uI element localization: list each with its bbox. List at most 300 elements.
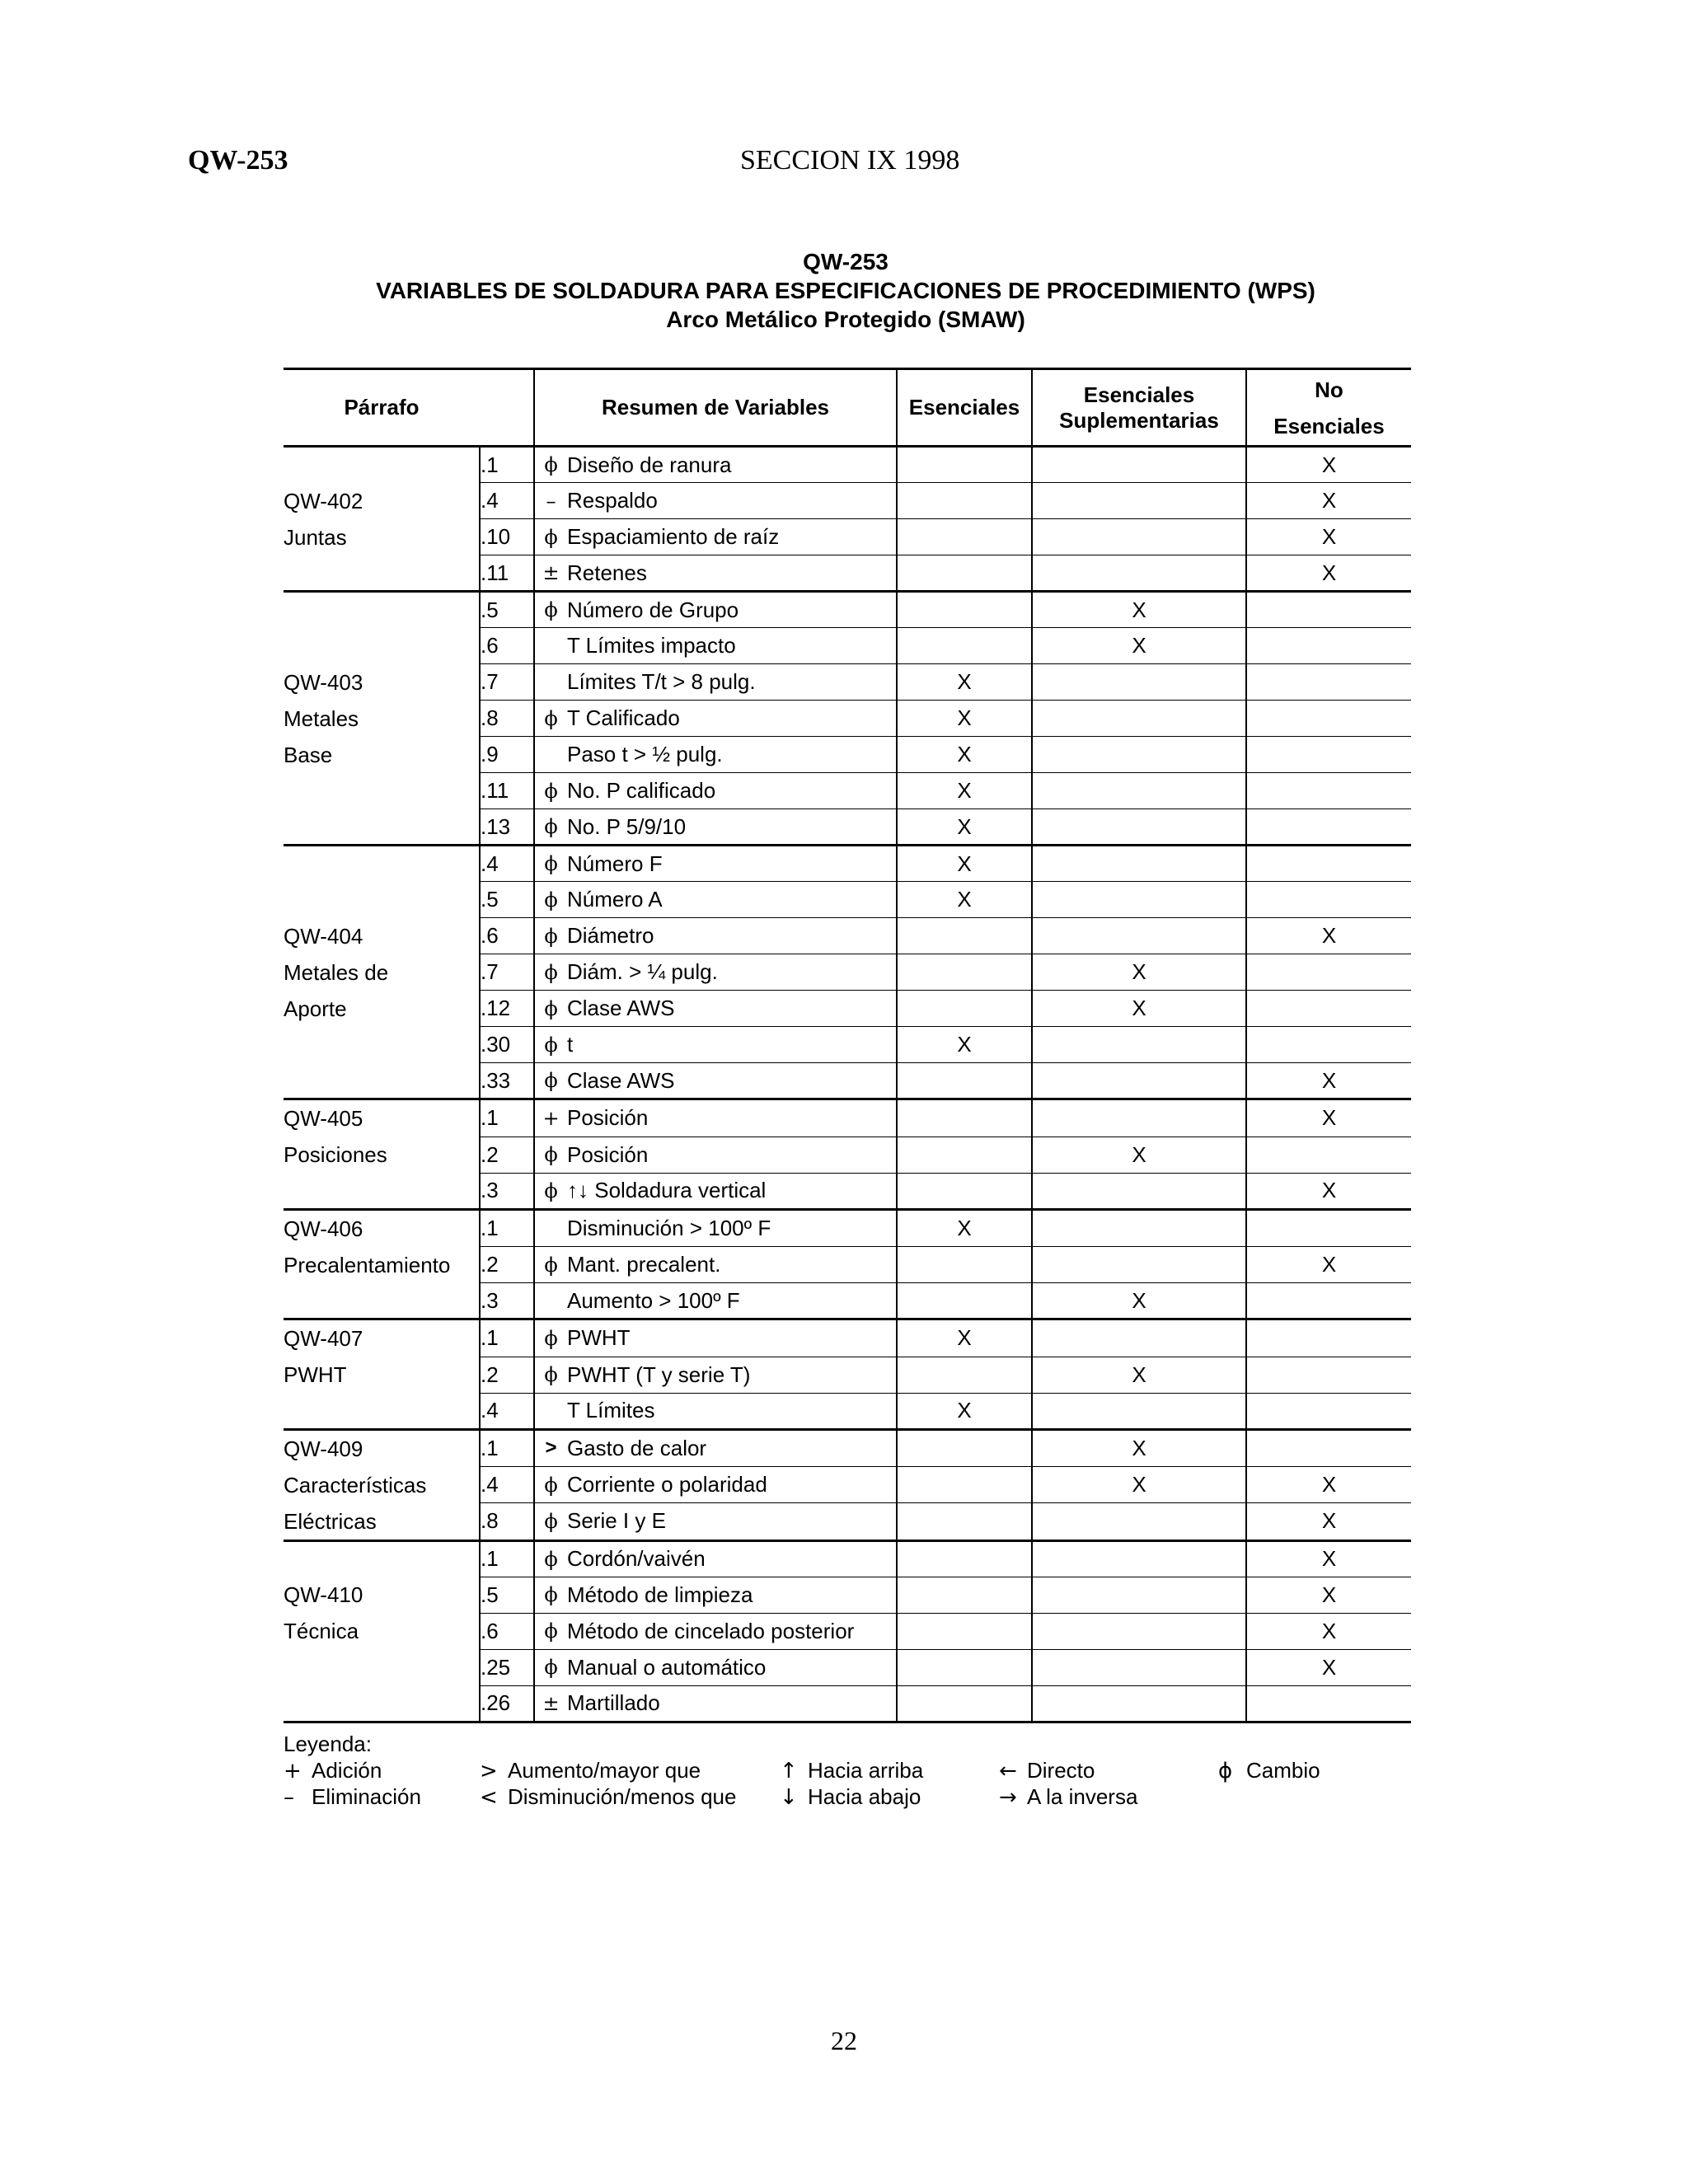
suplementarias-cell (1032, 1503, 1246, 1541)
no-esenciales-cell (1246, 1209, 1411, 1247)
legend-item (480, 1757, 701, 1784)
page-header (188, 145, 1507, 186)
suplementarias-cell (1032, 1099, 1246, 1137)
variable-cell: Posición (567, 1137, 897, 1173)
variable-cell: Respaldo (567, 483, 897, 519)
esenciales-cell (897, 447, 1032, 483)
table-row (284, 1540, 1411, 1577)
paragraph-cell: Base (284, 742, 333, 767)
esenciales-cell (897, 1467, 1032, 1503)
legend-text: Directo (1027, 1758, 1095, 1783)
paragraph-cell: Técnica (284, 1619, 359, 1643)
paragraph-cell (284, 1685, 480, 1722)
symbol-cell (534, 664, 567, 701)
no-esenciales-cell (1246, 954, 1411, 991)
table-row (284, 1099, 1411, 1137)
paragraph-cell: PWHT (284, 1362, 347, 1387)
paragraph-cell (284, 1173, 480, 1209)
variable-cell: Aumento > 100º F (567, 1283, 897, 1319)
suplementarias-cell: X (1032, 954, 1246, 991)
no-esenciales-cell (1246, 1283, 1411, 1319)
symbol-cell: ϕ (534, 1503, 567, 1541)
symbol-cell: ϕ (534, 1540, 567, 1577)
variable-cell: PWHT (T y serie T) (567, 1357, 897, 1393)
table-subtitle: Arco Metálico Protegido (SMAW) (666, 307, 1025, 332)
no-esenciales-cell (1246, 1685, 1411, 1722)
table-row (284, 1393, 1411, 1429)
number-cell: .30 (480, 1027, 534, 1063)
header-suplementarias (1032, 369, 1246, 447)
paragraph-cell (284, 882, 480, 918)
suplementarias-cell (1032, 1540, 1246, 1577)
header-code: QW-253 (188, 145, 288, 176)
paragraph-cell (284, 773, 480, 809)
esenciales-cell: X (897, 1027, 1032, 1063)
suplementarias-cell: X (1032, 592, 1246, 628)
symbol-cell: ϕ (534, 519, 567, 555)
symbol-cell (534, 628, 567, 664)
table-row (284, 483, 1411, 519)
symbol-cell: ϕ (534, 1173, 567, 1209)
variable-cell: Martillado (567, 1685, 897, 1722)
symbol-cell: ϕ (534, 1319, 567, 1357)
variable-cell: Diámetro (567, 918, 897, 954)
legend-item (284, 1783, 421, 1811)
no-esenciales-cell: X (1246, 1173, 1411, 1209)
legend-text: Eliminación (312, 1784, 421, 1809)
esenciales-cell: X (897, 846, 1032, 882)
table-row (284, 1577, 1411, 1613)
symbol-cell: ± (534, 1685, 567, 1722)
esenciales-cell (897, 555, 1032, 592)
header-suplementarias-line2: Suplementarias (1059, 407, 1219, 433)
table-row (284, 447, 1411, 483)
symbol-cell: ϕ (534, 1613, 567, 1649)
variable-cell: No. P 5/9/10 (567, 809, 897, 846)
table-row (284, 1137, 1411, 1173)
symbol-cell: ϕ (534, 918, 567, 954)
variable-cell: Disminución > 100º F (567, 1209, 897, 1247)
suplementarias-cell: X (1032, 628, 1246, 664)
suplementarias-cell (1032, 555, 1246, 592)
symbol-cell: ϕ (534, 447, 567, 483)
no-esenciales-cell: X (1246, 1503, 1411, 1541)
variable-cell: T Calificado (567, 701, 897, 737)
header-suplementarias-line1: Esenciales (1083, 382, 1195, 407)
number-cell: .7 (480, 954, 534, 991)
variable-cell: Clase AWS (567, 991, 897, 1027)
legend-symbol: → (999, 1785, 1017, 1810)
esenciales-cell (897, 918, 1032, 954)
suplementarias-cell: X (1032, 1467, 1246, 1503)
table-row (284, 1319, 1411, 1357)
table-row (284, 918, 1411, 954)
no-esenciales-cell (1246, 1319, 1411, 1357)
no-esenciales-cell (1246, 991, 1411, 1027)
table-row (284, 809, 1411, 846)
suplementarias-cell (1032, 1063, 1246, 1099)
paragraph-cell (284, 1027, 480, 1063)
suplementarias-cell (1032, 664, 1246, 701)
table-row (284, 1685, 1411, 1722)
table-row (284, 1027, 1411, 1063)
number-cell: .11 (480, 555, 534, 592)
suplementarias-cell (1032, 1319, 1246, 1357)
header-esenciales: Esenciales (897, 369, 1032, 447)
paragraph-cell (284, 1283, 480, 1319)
no-esenciales-cell (1246, 773, 1411, 809)
legend-item (999, 1783, 1137, 1811)
symbol-cell: ϕ (534, 1577, 567, 1613)
no-esenciales-cell (1246, 1137, 1411, 1173)
paragraph-cell (284, 592, 480, 628)
paragraph-cell: Características (284, 1472, 427, 1497)
symbol-cell: – (534, 483, 567, 519)
number-cell: .26 (480, 1685, 534, 1722)
table-row (284, 701, 1411, 737)
esenciales-cell (897, 991, 1032, 1027)
variable-cell: Mant. precalent. (567, 1247, 897, 1283)
suplementarias-cell: X (1032, 991, 1246, 1027)
table-row (284, 1467, 1411, 1503)
suplementarias-cell (1032, 1649, 1246, 1685)
paragraph-cell: Eléctricas (284, 1508, 377, 1534)
suplementarias-cell: X (1032, 1137, 1246, 1173)
legend-item (780, 1757, 923, 1784)
number-cell: .5 (480, 882, 534, 918)
legend-text: Aumento/mayor que (508, 1758, 701, 1783)
suplementarias-cell (1032, 882, 1246, 918)
esenciales-cell: X (897, 1209, 1032, 1247)
header-no-esenciales-line1: No (1315, 377, 1343, 402)
variable-cell: Posición (567, 1099, 897, 1137)
paragraph-cell (284, 1649, 480, 1685)
number-cell: .9 (480, 737, 534, 773)
paragraph-cell: QW-402 (284, 488, 363, 513)
no-esenciales-cell (1246, 592, 1411, 628)
number-cell: .3 (480, 1283, 534, 1319)
suplementarias-cell (1032, 1247, 1246, 1283)
number-cell: .1 (480, 1429, 534, 1467)
paragraph-cell (284, 809, 480, 846)
variable-cell: Gasto de calor (567, 1429, 897, 1467)
paragraph-cell: Metales (284, 705, 359, 731)
esenciales-cell: X (897, 1393, 1032, 1429)
no-esenciales-cell: X (1246, 1577, 1411, 1613)
page-number: 22 (831, 2026, 857, 2055)
variable-cell: ↑↓ Soldadura vertical (567, 1173, 897, 1209)
symbol-cell: ϕ (534, 809, 567, 846)
esenciales-cell (897, 1613, 1032, 1649)
variable-cell: Diseño de ranura (567, 447, 897, 483)
symbol-cell: ϕ (534, 773, 567, 809)
suplementarias-cell (1032, 483, 1246, 519)
no-esenciales-cell: X (1246, 1247, 1411, 1283)
esenciales-cell (897, 592, 1032, 628)
paragraph-cell: Metales de (284, 959, 389, 985)
table-row (284, 882, 1411, 918)
esenciales-cell (897, 1357, 1032, 1393)
esenciales-cell: X (897, 664, 1032, 701)
number-cell: .4 (480, 483, 534, 519)
symbol-cell (534, 1209, 567, 1247)
esenciales-cell (897, 1577, 1032, 1613)
variable-cell: Espaciamiento de raíz (567, 519, 897, 555)
variable-cell: Método de limpieza (567, 1577, 897, 1613)
no-esenciales-cell: X (1246, 519, 1411, 555)
symbol-cell (534, 1283, 567, 1319)
suplementarias-cell (1032, 1685, 1246, 1722)
legend-text: Hacia arriba (808, 1758, 924, 1783)
suplementarias-cell (1032, 809, 1246, 846)
number-cell: .4 (480, 1467, 534, 1503)
number-cell: .5 (480, 592, 534, 628)
no-esenciales-cell: X (1246, 1540, 1411, 1577)
header-no-esenciales (1246, 369, 1411, 447)
number-cell: .4 (480, 846, 534, 882)
paragraph-cell: Precalentamiento (284, 1252, 451, 1277)
variable-cell: Clase AWS (567, 1063, 897, 1099)
table-row (284, 519, 1411, 555)
number-cell: .1 (480, 1209, 534, 1247)
header-resumen: Resumen de Variables (534, 369, 897, 447)
suplementarias-cell (1032, 918, 1246, 954)
symbol-cell (534, 737, 567, 773)
table-row (284, 555, 1411, 592)
esenciales-cell (897, 1685, 1032, 1722)
no-esenciales-cell (1246, 1357, 1411, 1393)
variable-cell: Serie I y E (567, 1503, 897, 1541)
number-cell: .2 (480, 1357, 534, 1393)
no-esenciales-cell (1246, 1429, 1411, 1467)
table-title-block (280, 247, 1411, 334)
number-cell: .8 (480, 1503, 534, 1541)
no-esenciales-cell: X (1246, 1467, 1411, 1503)
esenciales-cell (897, 1137, 1032, 1173)
paragraph-cell (284, 555, 480, 592)
paragraph-cell (284, 1540, 480, 1577)
no-esenciales-cell (1246, 882, 1411, 918)
suplementarias-cell (1032, 1613, 1246, 1649)
number-cell: .25 (480, 1649, 534, 1685)
number-cell: .33 (480, 1063, 534, 1099)
variable-cell: Número F (567, 846, 897, 882)
paragraph-cell (284, 846, 480, 882)
symbol-cell (534, 1393, 567, 1429)
no-esenciales-cell: X (1246, 1613, 1411, 1649)
no-esenciales-cell: X (1246, 1063, 1411, 1099)
table-title: VARIABLES DE SOLDADURA PARA ESPECIFICACIONES DE PROCEDIMIENTO (WPS) (376, 278, 1315, 303)
number-cell: .2 (480, 1137, 534, 1173)
esenciales-cell (897, 954, 1032, 991)
variables-table (284, 368, 1411, 1723)
suplementarias-cell: X (1032, 1357, 1246, 1393)
suplementarias-cell (1032, 447, 1246, 483)
legend-item (1218, 1757, 1320, 1784)
variable-cell: No. P calificado (567, 773, 897, 809)
number-cell: .11 (480, 773, 534, 809)
esenciales-cell (897, 1099, 1032, 1137)
number-cell: .6 (480, 628, 534, 664)
number-cell: .10 (480, 519, 534, 555)
table-row (284, 1357, 1411, 1393)
number-cell: .8 (480, 701, 534, 737)
legend-symbol: ← (999, 1759, 1017, 1783)
esenciales-cell (897, 1173, 1032, 1209)
variable-cell: Corriente o polaridad (567, 1467, 897, 1503)
paragraph-cell: QW-405 (284, 1099, 480, 1137)
no-esenciales-cell: X (1246, 1649, 1411, 1685)
legend-symbol: > (480, 1759, 498, 1783)
symbol-cell: ϕ (534, 1063, 567, 1099)
suplementarias-cell (1032, 1173, 1246, 1209)
legend-symbol: < (480, 1785, 498, 1810)
legend-text: Disminución/menos que (508, 1784, 737, 1809)
table-row (284, 991, 1411, 1027)
header-parrafo: Párrafo (284, 369, 480, 447)
legend-symbol: ↓ (780, 1785, 798, 1810)
paragraph-cell: Posiciones (284, 1142, 387, 1167)
esenciales-cell (897, 1649, 1032, 1685)
no-esenciales-cell (1246, 701, 1411, 737)
symbol-cell: ϕ (534, 954, 567, 991)
esenciales-cell (897, 1247, 1032, 1283)
esenciales-cell (897, 628, 1032, 664)
legend-row (284, 1783, 1437, 1810)
variable-cell: Diám. > ¼ pulg. (567, 954, 897, 991)
legend-text: Hacia abajo (808, 1784, 921, 1809)
no-esenciales-cell (1246, 737, 1411, 773)
variable-cell: T Límites impacto (567, 628, 897, 664)
legend-symbol: ↑ (780, 1759, 798, 1783)
header-no-esenciales-line2: Esenciales (1273, 413, 1385, 438)
variable-cell: PWHT (567, 1319, 897, 1357)
number-cell: .1 (480, 1319, 534, 1357)
table-row (284, 1649, 1411, 1685)
number-cell: .12 (480, 991, 534, 1027)
number-cell: .3 (480, 1173, 534, 1209)
suplementarias-cell: X (1032, 1283, 1246, 1319)
legend-text: Adición (312, 1758, 382, 1783)
table-row (284, 664, 1411, 701)
no-esenciales-cell: X (1246, 483, 1411, 519)
paragraph-cell: QW-406 (284, 1209, 480, 1247)
table-header-row (284, 369, 1411, 447)
symbol-cell: ϕ (534, 1027, 567, 1063)
no-esenciales-cell (1246, 664, 1411, 701)
esenciales-cell (897, 1429, 1032, 1467)
symbol-cell: ϕ (534, 1357, 567, 1393)
no-esenciales-cell (1246, 1027, 1411, 1063)
legend-text: Cambio (1246, 1758, 1320, 1783)
table-row (284, 628, 1411, 664)
table-row (284, 1247, 1411, 1283)
no-esenciales-cell: X (1246, 555, 1411, 592)
table-row (284, 1283, 1411, 1319)
legend-item (284, 1757, 382, 1784)
number-cell: .1 (480, 1099, 534, 1137)
esenciales-cell: X (897, 882, 1032, 918)
no-esenciales-cell (1246, 846, 1411, 882)
paragraph-cell (284, 1393, 480, 1429)
suplementarias-cell (1032, 1577, 1246, 1613)
variable-cell: Método de cincelado posterior (567, 1613, 897, 1649)
suplementarias-cell (1032, 1027, 1246, 1063)
paragraph-cell: QW-409 (284, 1429, 480, 1467)
symbol-cell: ϕ (534, 1247, 567, 1283)
header-section: SECCION IX 1998 (740, 145, 960, 176)
number-cell: .7 (480, 664, 534, 701)
legend-title: Leyenda: (284, 1732, 372, 1756)
paragraph-cell: QW-404 (284, 923, 363, 949)
esenciales-cell: X (897, 809, 1032, 846)
symbol-cell: ϕ (534, 846, 567, 882)
variable-cell: t (567, 1027, 897, 1063)
table-row (284, 1503, 1411, 1541)
table-row (284, 773, 1411, 809)
symbol-cell: ϕ (534, 991, 567, 1027)
paragraph-cell: QW-407 (284, 1319, 480, 1357)
esenciales-cell (897, 1063, 1032, 1099)
symbol-cell: ϕ (534, 1137, 567, 1173)
esenciales-cell (897, 519, 1032, 555)
suplementarias-cell (1032, 701, 1246, 737)
number-cell: .1 (480, 447, 534, 483)
legend-item (480, 1783, 736, 1811)
esenciales-cell: X (897, 737, 1032, 773)
legend-text: A la inversa (1027, 1784, 1138, 1809)
number-cell: .6 (480, 1613, 534, 1649)
variable-cell: Número A (567, 882, 897, 918)
table-row (284, 737, 1411, 773)
esenciales-cell (897, 483, 1032, 519)
symbol-cell: ϕ (534, 592, 567, 628)
symbol-cell: > (534, 1429, 567, 1467)
variable-cell: Cordón/vaivén (567, 1540, 897, 1577)
suplementarias-cell (1032, 846, 1246, 882)
no-esenciales-cell: X (1246, 918, 1411, 954)
no-esenciales-cell (1246, 809, 1411, 846)
suplementarias-cell (1032, 519, 1246, 555)
number-cell: .5 (480, 1577, 534, 1613)
variable-cell: Manual o automático (567, 1649, 897, 1685)
paragraph-cell (284, 447, 480, 483)
esenciales-cell: X (897, 701, 1032, 737)
esenciales-cell: X (897, 1319, 1032, 1357)
variable-cell: Retenes (567, 555, 897, 592)
table-row (284, 1209, 1411, 1247)
table-row (284, 1613, 1411, 1649)
paragraph-cell: Aporte (284, 996, 347, 1021)
symbol-cell: ϕ (534, 882, 567, 918)
symbol-cell: + (534, 1099, 567, 1137)
number-cell: .6 (480, 918, 534, 954)
legend-symbol: – (284, 1785, 294, 1810)
suplementarias-cell: X (1032, 1429, 1246, 1467)
suplementarias-cell (1032, 1209, 1246, 1247)
legend-item (999, 1757, 1095, 1784)
variable-cell: Número de Grupo (567, 592, 897, 628)
paragraph-cell: Juntas (284, 524, 347, 550)
symbol-cell: ± (534, 555, 567, 592)
paragraph-cell (284, 1063, 480, 1099)
legend-symbol: + (284, 1759, 302, 1783)
table-code: QW-253 (803, 249, 889, 274)
number-cell: .1 (480, 1540, 534, 1577)
suplementarias-cell (1032, 773, 1246, 809)
paragraph-cell: QW-410 (284, 1582, 363, 1607)
table-row (284, 592, 1411, 628)
